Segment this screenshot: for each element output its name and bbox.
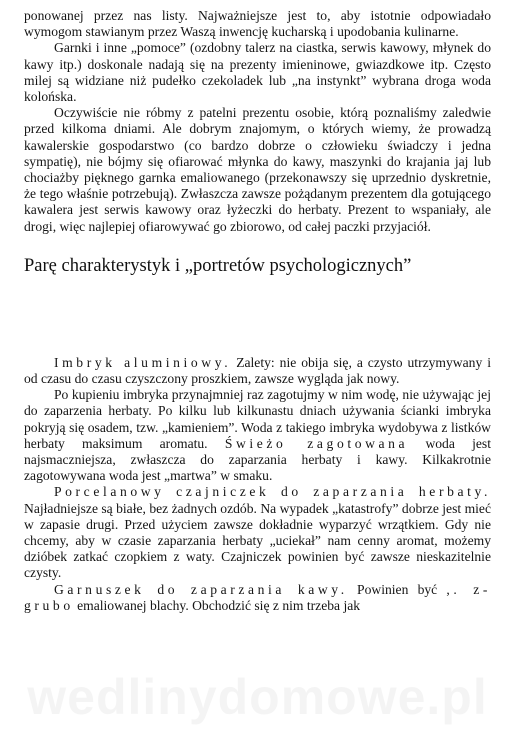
paragraph-coffee-pot [24, 582, 491, 614]
paragraph-intro-3: Oczywiście nie róbmy z patelni prezentu osobie, którą poznaliśmy zaledwie przed kilkoma dniami. Ale dobrym znajomym, o których wiemy, że prowadzą kawalerskie gospodarstwo (co bardzo dobrze o człowieku świadczy i jedna sympatię), nie bójmy się ofiarować młynka do kawy, maszynki do krajania jaj lub chociażby pięknego garnka emaliowanego (przekonawszy się uprzednio dyskretnie, że tego właśnie potrzebują). Zwłaszcza zawsze pożądanym prezentem dla gotującego kawalera jest serwis kawowy oraz łyżeczki do herbaty. Prezent to wspaniały, ale drogi, więc najlepiej ofiarowywać go zbiorowo, od całej paczki przyjaciół. [24, 105, 491, 234]
paragraph-intro-2: Garnki i inne „pomoce” (ozdobny talerz na ciastka, serwis kawowy, młynek do kawy itp.) doskonale nadają się na prezenty imieninowe, gwiazdkowe itp. Często milej są widziane niż pudełko czekoladek lub „na instynkt” wybrana droga woda kolońska. [24, 40, 491, 105]
term-aluminium-kettle: Imbryk aluminiowy. [54, 354, 232, 370]
text-porcelain-teapot: Najładniejsze są białe, bez żadnych ozdób. Na wypadek „katastrofy” dobrze jest mieć w zapasie drugi. Przed użyciem zawsze dokładnie wyparzyć wrzątkiem. Gdy nie chcemy, aby w czasie zaparzania herbaty „uciekał” nam cenny aromat, możemy dzióbek zatkać czopkiem z waty. Czajniczek powinien być zawsze nieskazitelnie czysty. [24, 500, 491, 581]
paragraph-kettle-use [24, 387, 491, 484]
paragraph-porcelain-teapot [24, 484, 491, 581]
text-coffee-pot-after: emaliowanej blachy. Obchodzić się z nim trzeba jak [73, 597, 361, 613]
text-coffee-pot-mid: Powinien być [347, 581, 447, 597]
term-freshly-boiled: Świeżo zagotowana [224, 435, 409, 451]
text-kettle-use-before: Po kupieniu imbryka przynajmniej raz zagotujmy w nim wodę, nie używając jej do zaparzenia herbaty. Po kilku lub kilkunastu dniach używania ścianki imbryka pokryją się osadem, tzw. „kamieniem”. Woda z takiego imbryka wydobywa z listków herbaty maksimum aromatu. [24, 387, 491, 451]
term-coffee-pot: Garnuszek do zaparzania kawy. [54, 581, 348, 597]
paragraph-aluminium-kettle [24, 355, 491, 387]
book-page [24, 8, 491, 614]
section-heading: Parę charakterystyk i „portretów psychologicznych” [24, 255, 412, 276]
text-aluminium-kettle: Zalety: nie obija się, a czysto utrzymywany i od czasu do czasu czyszczony proszkiem, zawsze wygląda jak nowy. [24, 354, 491, 387]
watermark [0, 668, 515, 726]
text-kettle-use-after: woda jest najsmaczniejsza, zwłaszcza do zaparzania herbaty i kawy. Kilkakrotnie zagotowywana woda jest „martwa” w smaku. [24, 435, 491, 484]
term-thick: ,. z-grubo [24, 581, 491, 613]
paragraph-intro-1: ponowanej przez nas listy. Najważniejsze jest to, aby istotnie odpowiadało wymogom stawianym przez Waszą inwencję kucharską i upodobania kulinarne. [24, 8, 491, 40]
term-porcelain-teapot: Porcelanowy czajniczek do zaparzania herbaty. [54, 484, 491, 500]
